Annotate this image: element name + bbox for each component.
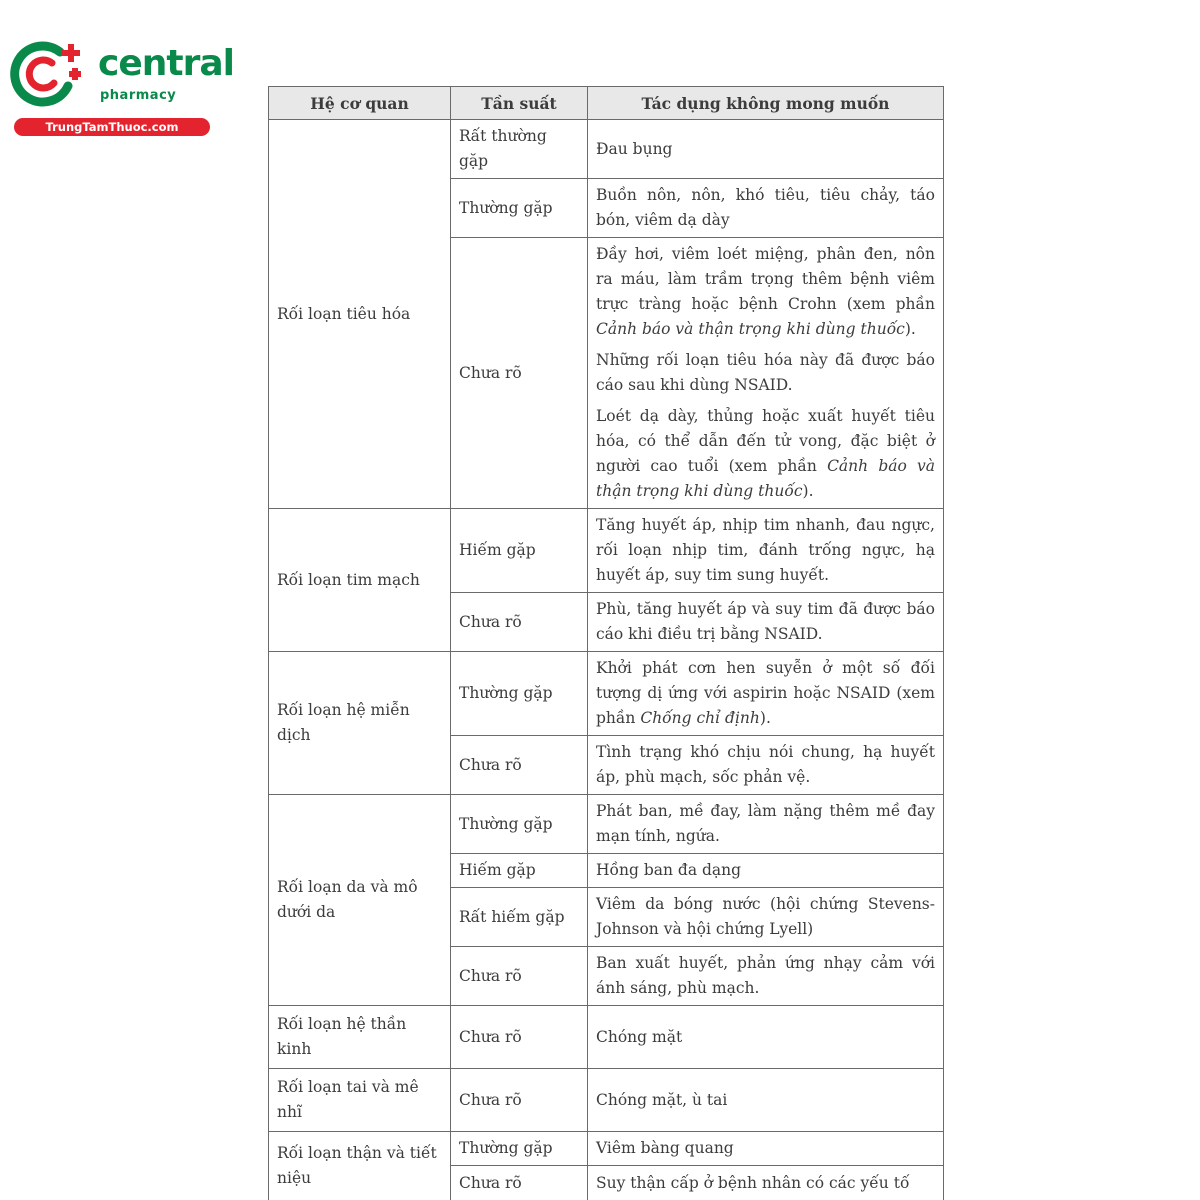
adverse-effect-cell — [588, 736, 944, 795]
table-row — [269, 795, 944, 854]
adverse-effect-text: Suy thận cấp ở bệnh nhân có các yếu tố — [596, 1173, 910, 1192]
frequency-cell: Chưa rõ — [451, 1166, 588, 1200]
adverse-effect-cell — [588, 1166, 944, 1200]
adverse-effect-text: Chóng mặt — [596, 1027, 683, 1046]
adverse-effect-text: Viêm da bóng nước (hội chứng Stevens-Johnson và hội chứng Lyell) — [596, 895, 935, 938]
adverse-effect-text: Đau bụng — [596, 139, 673, 158]
adverse-effect-cell — [588, 795, 944, 854]
header-frequency: Tần suất — [451, 87, 588, 120]
adverse-effect-text: Phù, tăng huyết áp và suy tim đã được báo cáo khi điều trị bằng NSAID. — [596, 600, 935, 643]
frequency-cell: Chưa rõ — [451, 947, 588, 1006]
adverse-effect-cell — [588, 1006, 944, 1069]
frequency-cell: Hiếm gặp — [451, 854, 588, 888]
organ-system-cell: Rối loạn thận và tiết niệu — [269, 1132, 451, 1200]
table-row — [269, 1006, 944, 1069]
header-adverse-effect: Tác dụng không mong muốn — [588, 87, 944, 120]
adverse-effect-text: Ban xuất huyết, phản ứng nhạy cảm với ánh sáng, phù mạch. — [596, 954, 935, 997]
logo-url-badge: TrungTamThuoc.com — [14, 118, 210, 136]
frequency-cell: Chưa rõ — [451, 1006, 588, 1069]
adverse-effect-cell — [588, 509, 944, 593]
brand-logo — [10, 38, 234, 138]
organ-system-cell: Rối loạn tai và mê nhĩ — [269, 1069, 451, 1132]
table-body — [269, 120, 944, 1200]
frequency-cell: Chưa rõ — [451, 1069, 588, 1132]
table-row — [269, 652, 944, 736]
organ-system-cell: Rối loạn hệ miễn dịch — [269, 652, 451, 795]
adverse-effect-cell — [588, 593, 944, 652]
adverse-effect-cell — [588, 947, 944, 1006]
frequency-cell: Thường gặp — [451, 1132, 588, 1166]
organ-system-cell: Rối loạn hệ thần kinh — [269, 1006, 451, 1069]
adverse-effect-text: Loét dạ dày, thủng hoặc xuất huyết tiêu hóa, có thể dẫn đến tử vong, đặc biệt ở người cao tuổi (xem phần Cảnh báo và thận trọng khi dùng thuốc). — [596, 407, 935, 500]
frequency-cell: Thường gặp — [451, 652, 588, 736]
adverse-effect-text: Phát ban, mề đay, làm nặng thêm mề đay mạn tính, ngứa. — [596, 802, 935, 845]
frequency-cell: Chưa rõ — [451, 736, 588, 795]
central-pharmacy-logo-icon — [10, 38, 90, 108]
table-row — [269, 1069, 944, 1132]
logo-name: central — [98, 43, 234, 84]
adverse-effect-cell — [588, 888, 944, 947]
header-organ-system: Hệ cơ quan — [269, 87, 451, 120]
adverse-effect-cell — [588, 652, 944, 736]
adverse-effects-table — [268, 86, 944, 1200]
adverse-effect-text: Viêm bàng quang — [596, 1139, 734, 1157]
adverse-effect-text: Khởi phát cơn hen suyễn ở một số đối tượng dị ứng với aspirin hoặc NSAID (xem phần Chống chỉ định). — [596, 659, 935, 727]
organ-system-cell: Rối loạn da và mô dưới da — [269, 795, 451, 1006]
adverse-effect-cell — [588, 1132, 944, 1166]
adverse-effect-text: Tăng huyết áp, nhịp tim nhanh, đau ngực, rối loạn nhịp tim, đánh trống ngực, hạ huyết áp, suy tim sung huyết. — [596, 516, 935, 584]
adverse-effect-cell — [588, 1069, 944, 1132]
adverse-effect-cell — [588, 179, 944, 238]
adverse-effect-cell — [588, 120, 944, 179]
table-header-row — [269, 87, 944, 120]
frequency-cell: Thường gặp — [451, 179, 588, 238]
table-row — [269, 120, 944, 179]
frequency-cell: Chưa rõ — [451, 238, 588, 509]
adverse-effect-text: Chóng mặt, ù tai — [596, 1090, 728, 1109]
logo-subtitle: pharmacy — [100, 88, 177, 103]
table-row — [269, 509, 944, 593]
adverse-effect-cell — [588, 238, 944, 509]
table-row — [269, 1132, 944, 1166]
frequency-cell: Chưa rõ — [451, 593, 588, 652]
frequency-cell: Hiếm gặp — [451, 509, 588, 593]
organ-system-cell: Rối loạn tim mạch — [269, 509, 451, 652]
frequency-cell: Rất hiếm gặp — [451, 888, 588, 947]
adverse-effect-text: Buồn nôn, nôn, khó tiêu, tiêu chảy, táo bón, viêm dạ dày — [596, 186, 935, 229]
adverse-effect-text: Hồng ban đa dạng — [596, 861, 742, 879]
frequency-cell: Thường gặp — [451, 795, 588, 854]
frequency-cell: Rất thường gặp — [451, 120, 588, 179]
adverse-effect-text: Đầy hơi, viêm loét miệng, phân đen, nôn ra máu, làm trầm trọng thêm bệnh viêm trực tràng hoặc bệnh Crohn (xem phần Cảnh báo và thận trọng khi dùng thuốc). — [596, 245, 935, 338]
organ-system-cell: Rối loạn tiêu hóa — [269, 120, 451, 509]
adverse-effect-text: Tình trạng khó chịu nói chung, hạ huyết áp, phù mạch, sốc phản vệ. — [596, 743, 935, 786]
adverse-effect-text: Những rối loạn tiêu hóa này đã được báo cáo sau khi dùng NSAID. — [596, 351, 935, 394]
adverse-effect-cell — [588, 854, 944, 888]
